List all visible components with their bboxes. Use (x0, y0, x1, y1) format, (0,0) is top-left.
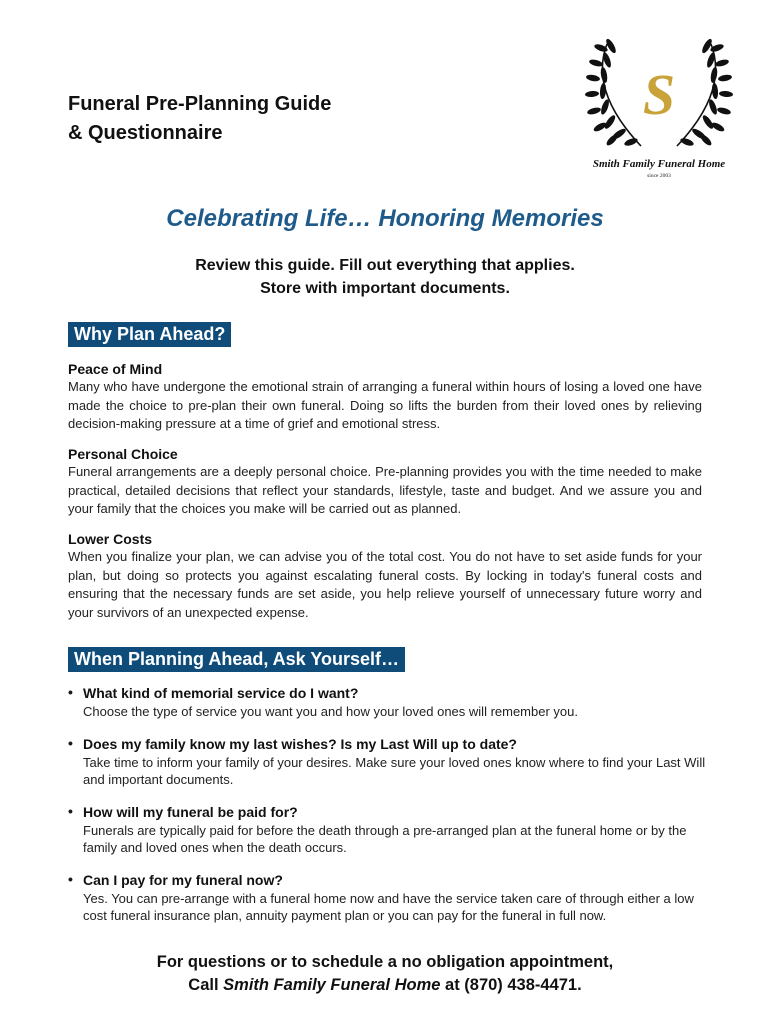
logo-monogram: S (642, 62, 676, 127)
intro-instructions (0, 254, 770, 300)
question-answer: Take time to inform your family of your desires. Make sure your loved ones know where to find your Last Will and important documents. (83, 755, 706, 787)
question-answer: Yes. You can pre-arrange with a funeral home now and have the service taken care of through either a low cost funeral insurance plan, annuity payment plan or you can pay for the funeral in full now. (83, 891, 694, 923)
bullet: • (68, 684, 73, 700)
footer-call-prefix: Call (188, 976, 224, 994)
list-item (68, 803, 708, 856)
logo-name: Smith Family Funeral Home (592, 158, 726, 170)
bullet: • (68, 871, 73, 887)
bullet: • (68, 735, 73, 751)
question-title: How will my funeral be paid for? (83, 804, 298, 820)
question-title: Can I pay for my funeral now? (83, 872, 283, 888)
question-answer: Choose the type of service you want you and how your loved ones will remember you. (83, 704, 578, 719)
question-title: What kind of memorial service do I want? (83, 685, 359, 701)
bullet: • (68, 803, 73, 819)
footer-line-2 (0, 974, 770, 997)
footer-line-1: For questions or to schedule a no obligation appointment, (156, 953, 614, 971)
list-item (68, 871, 708, 924)
list-item (68, 735, 708, 788)
document-title (68, 90, 331, 148)
personal-choice-heading: Personal Choice (68, 446, 178, 462)
document-title-line-1: Funeral Pre-Planning Guide (68, 93, 332, 115)
intro-line-2: Store with important documents. (260, 280, 510, 297)
logo-since: since 2003 (647, 173, 671, 179)
ask-yourself-heading: When Planning Ahead, Ask Yourself… (68, 647, 405, 672)
why-plan-ahead-heading: Why Plan Ahead? (68, 322, 231, 347)
document-title-line-2: & Questionnaire (68, 122, 223, 144)
footer-business-name: Smith Family Funeral Home (223, 976, 441, 994)
footer-phone: at (870) 438-4471. (440, 976, 582, 994)
contact-footer (0, 951, 770, 997)
list-item (68, 684, 708, 720)
question-answer: Funerals are typically paid for before the death through a pre-arranged plan at the funeral home or by the family and loved ones when the death occurs. (83, 823, 687, 855)
peace-of-mind-text: Many who have undergone the emotional strain of arranging a funeral within hours of losing a loved one have made the choice to pre-plan their own funeral. Doing so lifts the burden from their loved ones by relieving decision-making pressure at a time of grief and emotional stress. (68, 379, 702, 431)
lower-costs-text: When you finalize your plan, we can advise you of the total cost. You do not have to set aside funds for your plan, but doing so protects you against escalating funeral costs. By locking in today's funeral costs and ensuring that the necessary funds are set aside, you help relieve yourself of unnecessary future worry and your survivors of an unexpected expense. (68, 549, 702, 620)
question-list (68, 684, 708, 939)
peace-of-mind-heading: Peace of Mind (68, 361, 163, 377)
question-title: Does my family know my last wishes? Is my Last Will up to date? (83, 736, 517, 752)
funeral-home-logo (585, 36, 733, 184)
lower-costs-heading: Lower Costs (68, 531, 153, 547)
tagline: Celebrating Life… Honoring Memories (166, 205, 604, 232)
personal-choice-text: Funeral arrangements are a deeply personal choice. Pre-planning provides you with the time needed to make practical, detailed decisions that reflect your standards, lifestyle, taste and budget. And we assure you and your family that the choices you make will be carried out as planned. (68, 464, 702, 516)
intro-line-1: Review this guide. Fill out everything that applies. (195, 257, 575, 274)
